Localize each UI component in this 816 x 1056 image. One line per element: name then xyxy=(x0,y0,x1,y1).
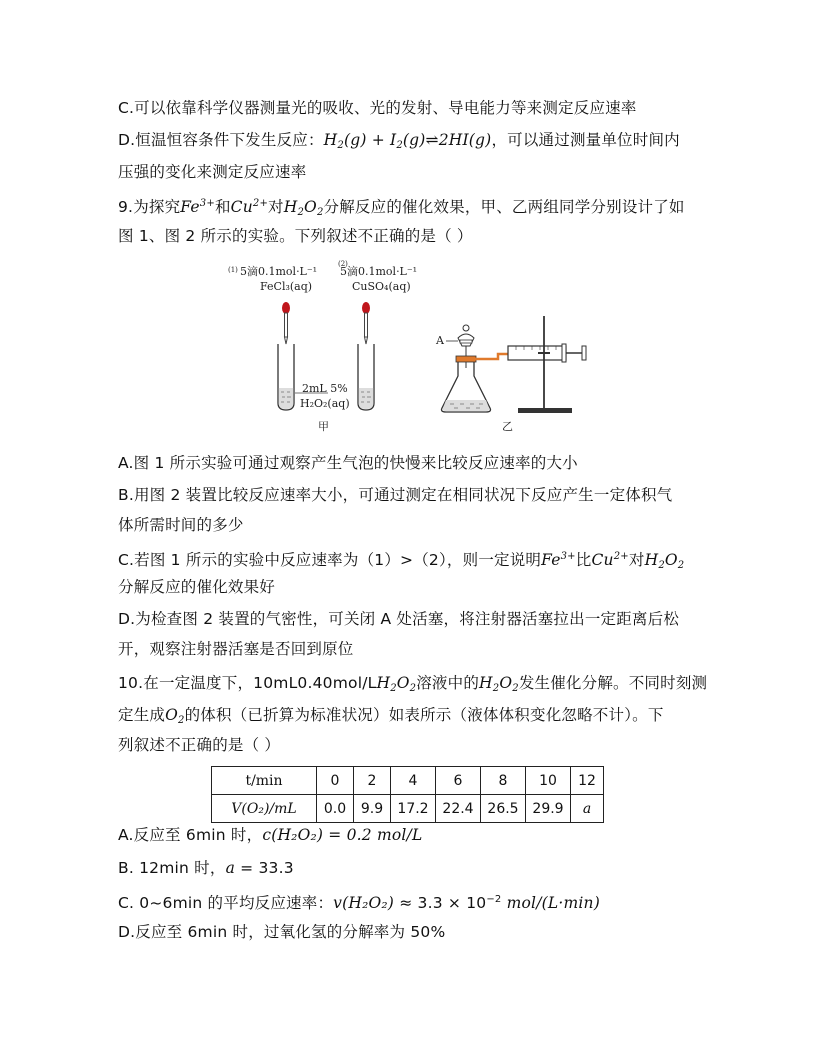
option-8c: C.可以依靠科学仪器测量光的吸收、光的发射、导电能力等来测定反应速率 xyxy=(118,99,637,117)
dropper-1-icon xyxy=(282,302,290,344)
table-cell: 12 xyxy=(571,767,604,795)
option-9c-cont: 分解反应的催化效果好 xyxy=(118,578,276,596)
option-9c: C.若图 1 所示的实验中反应速率为（1）>（2），则一定说明$Fe^{3+}$比$Cu^{2+}$对$H_2O_2$ xyxy=(118,551,685,571)
table-cell: 26.5 xyxy=(481,795,526,823)
option-10b: B. 12min 时，a = 33.3 xyxy=(118,859,294,877)
question-10-stem-cont: 定生成$O_2$的体积（已折算为标准状况）如表所示（液体体积变化忽略不计）。下 xyxy=(118,706,664,726)
option-8d-cont: 压强的变化来测定反应速率 xyxy=(118,163,307,181)
table-row xyxy=(212,767,604,795)
figure-1 xyxy=(228,260,417,433)
question-10-stem: 10.在一定温度下，$10mL0.40mol/LH_2O_2$溶液中的$H_2O_2$发生催化分解。不同时刻测 xyxy=(118,674,708,694)
label-2-formula: CuSO₄(aq) xyxy=(352,280,411,293)
table-cell: 2 xyxy=(354,767,391,795)
ring-stand-icon xyxy=(518,316,572,413)
table-cell: 6 xyxy=(436,767,481,795)
test-tube-2-icon xyxy=(358,344,374,410)
table-cell: 8 xyxy=(481,767,526,795)
label-2-reagent: 5滴0.1mol·L⁻¹ xyxy=(340,265,418,278)
option-9b-cont: 体所需时间的多少 xyxy=(118,516,244,534)
question-9-stem: 9.为探究$Fe^{3+}$和$Cu^{2+}$对$H_2O_2$分解反应的催化效果，甲、乙两组同学分别设计了如 xyxy=(118,198,685,218)
table-cell: 4 xyxy=(391,767,436,795)
option-10d: D.反应至 6min 时，过氧化氢的分解率为 50% xyxy=(118,923,446,941)
label-1-formula: FeCl₃(aq) xyxy=(260,280,313,293)
table-cell: 0.0 xyxy=(317,795,354,823)
label-2-number: (2) xyxy=(338,260,348,268)
experiment-figure xyxy=(220,258,600,438)
table-cell: 22.4 xyxy=(436,795,481,823)
option-9d: D.为检查图 2 装置的气密性，可关闭 A 处活塞，将注射器活塞拉出一定距离后松 xyxy=(118,610,680,628)
test-tube-1-icon xyxy=(278,344,294,410)
table-header-volume: V(O₂)/mL xyxy=(212,795,317,823)
table-cell: 17.2 xyxy=(391,795,436,823)
question-10-stem-end: 列叙述不正确的是（ ） xyxy=(118,736,281,754)
dropper-2-icon xyxy=(362,302,370,344)
table-cell: 10 xyxy=(526,767,571,795)
table-row xyxy=(212,795,604,823)
figure-2 xyxy=(435,316,586,433)
table-cell: 29.9 xyxy=(526,795,571,823)
option-9d-cont: 开，观察注射器活塞是否回到原位 xyxy=(118,640,354,658)
data-table xyxy=(211,766,604,823)
caption-jia: 甲 xyxy=(318,420,329,433)
option-9a: A.图 1 所示实验可通过观察产生气泡的快慢来比较反应速率的大小 xyxy=(118,454,578,472)
option-10c: C. 0~6min 的平均反应速率：$v(H_2O_2) \approx 3.3 \times 10^{-2}$ mol/(L·min) xyxy=(118,894,600,912)
question-9-stem-cont: 图 1、图 2 所示的实验。下列叙述不正确的是（ ） xyxy=(118,227,473,245)
solution-label-formula: H₂O₂(aq) xyxy=(300,397,350,410)
option-10a: A.反应至 6min 时，c(H₂O₂) = 0.2 mol/L xyxy=(118,826,423,844)
table-cell: 0 xyxy=(317,767,354,795)
table-header-time: t/min xyxy=(212,767,317,795)
label-1-number: (1) xyxy=(228,266,238,274)
label-a: A xyxy=(436,334,444,347)
table-cell: a xyxy=(571,795,604,823)
table-cell: 9.9 xyxy=(354,795,391,823)
option-8d: D.恒温恒容条件下发生反应：$H_2(g)$ + $I_2(g)\rightleftharpoons 2HI(g)$，可以通过测量单位时间内 xyxy=(118,131,680,151)
solution-label-volume: 2mL 5% xyxy=(302,382,348,395)
caption-yi: 乙 xyxy=(502,420,513,433)
option-9b: B.用图 2 装置比较反应速率大小，可通过测定在相同状况下反应产生一定体积气 xyxy=(118,486,673,504)
label-1-reagent: 5滴0.1mol·L⁻¹ xyxy=(240,265,318,278)
